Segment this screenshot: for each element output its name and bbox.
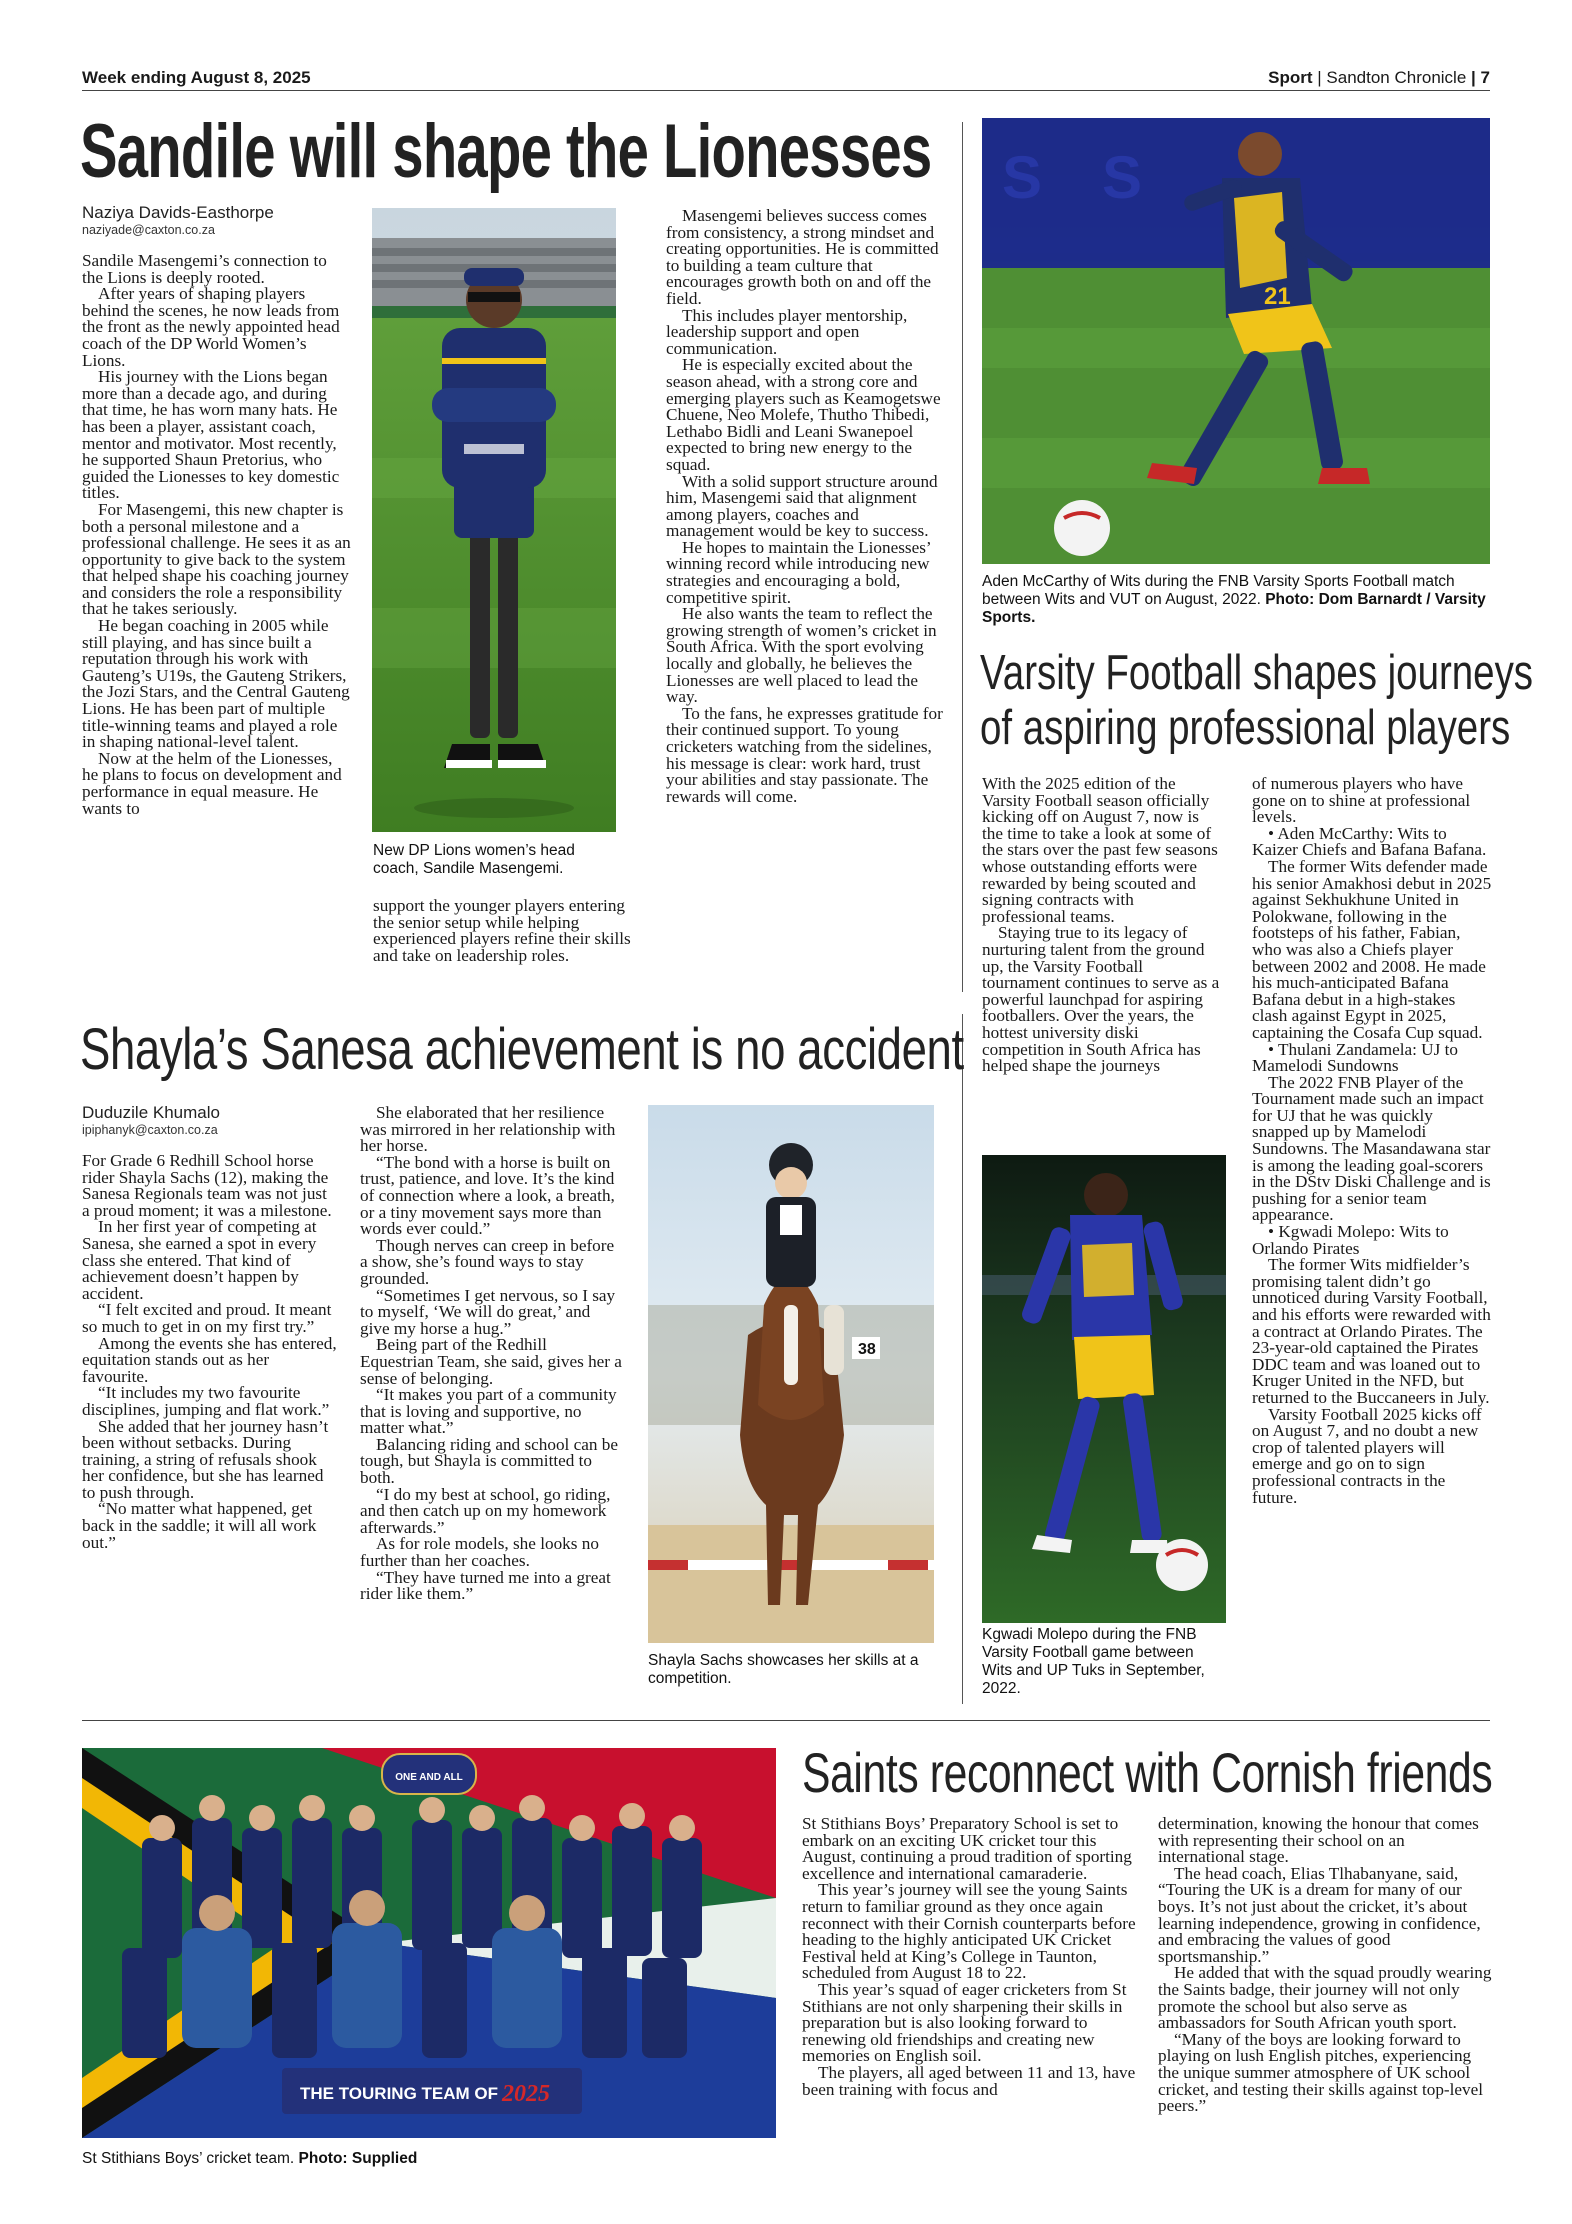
- paragraph: As for role models, she looks no further than her coaches.: [360, 1534, 599, 1571]
- paragraph: support the younger players entering the senior setup while helping experienced players refine their skills and take on leadership roles.: [373, 896, 631, 965]
- shirt-number: 21: [1264, 283, 1291, 310]
- kgwadi-photo: [982, 1155, 1226, 1623]
- running-header-right: [1268, 68, 1490, 88]
- byline-author: Duduzile Khumalo: [82, 1103, 220, 1122]
- headline-sandile: Sandile will shape the Lionesses: [80, 109, 932, 194]
- article2-col2: [360, 1105, 622, 1603]
- paragraph: This includes player mentorship, leadership support and open communication.: [666, 305, 908, 358]
- column-rule: [962, 1014, 963, 1704]
- headline-saints: Saints reconnect with Cornish friends: [802, 1741, 1493, 1804]
- byline-email: ipiphanyk@caxton.co.za: [82, 1123, 218, 1137]
- headline-shayla: Shayla’s Sanesa achievement is no accident: [80, 1017, 964, 1082]
- paragraph: After years of shaping players behind the scenes, he now leads from the front as the newly appointed head coach of the DP World Women’s Lions.: [82, 284, 340, 370]
- paragraph: With the 2025 edition of the Varsity Football season officially kicking off on August 7, now is the time to take a look at some of the stars over the past few seasons whose outstanding efforts were rewarded by being scouted and signing contracts with professional teams.: [982, 774, 1218, 926]
- coach-photo: [372, 208, 616, 832]
- paragraph: To the fans, he expresses gratitude for their continued support. To young cricketers watching from the sidelines, his message is clear: work hard, trust your abilities and stay passionate. The rewards will come.: [666, 703, 943, 806]
- coach-photo-caption: New DP Lions women’s head coach, Sandile Masengemi.: [373, 842, 575, 877]
- paragraph: Staying true to its legacy of nurturing talent from the ground up, the Varsity Football tournament continues to serve as a powerful launchpad for aspiring footballers. Over the years, the hottest university diski competition in South Africa has helped shape the journeys: [982, 923, 1220, 1076]
- paragraph: The head coach, Elias Tlhabanyane, said, “Touring the UK is a dream for many of our boys. It’s not just about the cricket, it’s about learning independence, growing in confidence, and embracing the values of good sportsmanship.”: [1158, 1863, 1481, 1966]
- paragraph: • Aden McCarthy: Wits to Kaizer Chiefs and Bafana Bafana.: [1252, 823, 1487, 860]
- horse-photo-caption: Shayla Sachs showcases her skills at a competition.: [648, 1652, 919, 1687]
- paragraph: For Masengemi, this new chapter is both a personal milestone and a professional challenge. He sees it as an opportunity to give back to the system that helped shape his coaching journey and considers the role a responsibility that he takes seriously.: [82, 499, 351, 619]
- separator: |: [1471, 68, 1476, 87]
- paragraph: He is especially excited about the season ahead, with a strong core and emerging players such as Keamogetswe Chuene, Neo Molefe, Thutho Thibedi, Lethabo Bidli and Leani Swanepoel expected to bring new energy to the squad.: [666, 355, 941, 474]
- separator: |: [1317, 68, 1322, 87]
- paragraph: This year’s squad of eager cricketers from St Stithians are not only sharpening their skills in preparation but is also looking forward to renewing old friendships and creating new memories on English soil.: [802, 1979, 1127, 2066]
- paragraph: Among the events she has entered, equitation stands out as her favourite.: [82, 1333, 337, 1386]
- caption-text: St Stithians Boys’ cricket team.: [82, 2150, 295, 2167]
- paragraph: “They have turned me into a great rider like them.”: [360, 1567, 611, 1604]
- running-header-left: Week ending August 8, 2025: [82, 68, 311, 87]
- paragraph: St Stithians Boys’ Preparatory School is set to embark on an exciting UK cricket tour this August, continuing a proud tradition of sporting excellence and international camaraderie.: [802, 1814, 1132, 1883]
- paragraph: The former Wits defender made his senior Amakhosi debut in 2025 against Sekhukhune United in Polokwane, following in the footsteps of his father, Fabian, who was also a Chiefs player between 2002 and 2008. He made his much-anticipated Bafana Bafana debut in a high-stakes clash against Egypt in 2025, captaining the Cosafa Cup squad.: [1252, 856, 1492, 1042]
- banner-year: 2025: [502, 2081, 550, 2107]
- paragraph: Balancing riding and school can be tough, but Shayla is committed to both.: [360, 1434, 618, 1488]
- paragraph: The players, all aged between 11 and 13, have been training with focus and: [802, 2062, 1136, 2099]
- paragraph: The former Wits midfielder’s promising talent didn’t go unnoticed during Varsity Football, and his efforts were rewarded with a contract at Orlando Pirates. The 23-year-old captained the Pirates DDC team and was loaned out to Kruger United in the NFD, but returned to the Buccaneers in July.: [1252, 1255, 1491, 1407]
- paragraph: He began coaching in 2005 while still playing, and has since built a reputation through his work with Gauteng’s U19s, the Gauteng Strikers, the Jozi Stars, and the Central Gauteng Lions. He has been part of multiple title-winning teams and played a role in shaping national-level talent.: [82, 616, 350, 752]
- paragraph: Sandile Masengemi’s connection to the Lions is deeply rooted.: [82, 251, 327, 287]
- paragraph: “Many of the boys are looking forward to playing on lush English pitches, experiencing the unique summer atmosphere of UK school cricket, and testing their skills against top-level peers.”: [1158, 2029, 1484, 2116]
- paragraph: Masengemi believes success comes from consistency, a strong mindset and creating opportunities. He is committed to building a team culture that encourages growth both on and off the field.: [666, 206, 939, 308]
- banner-text: THE TOURING TEAM OF: [300, 2084, 499, 2103]
- article2-col1: [82, 1103, 338, 1551]
- paragraph: He added that with the squad proudly wearing the Saints badge, their journey will not only promote the school but also serve as ambassadors for South African youth sport.: [1158, 1963, 1492, 2033]
- paragraph: “No matter what happened, get back in the saddle; it will all work out.”: [82, 1499, 317, 1552]
- photo-credit: Photo: Dom Barnardt / Varsity Sports.: [982, 591, 1486, 626]
- paragraph: For Grade 6 Redhill School horse rider Shayla Sachs (12), making the Sanesa Regionals team was not just a proud moment; it was a milestone.: [82, 1151, 332, 1220]
- article3-col1: [982, 776, 1222, 1075]
- paragraph: He hopes to maintain the Lionesses’ winning record while introducing new strategies and encouraging a bold, competitive spirit.: [666, 537, 931, 607]
- article3-col2: [1252, 776, 1492, 1506]
- column-rule: [962, 122, 963, 992]
- byline-author: Naziya Davids-Easthorpe: [82, 203, 274, 222]
- paragraph: In her first year of competing at Sanesa, she earned a spot in every class she entered. That kind of achievement doesn’t happen by accident.: [82, 1217, 317, 1303]
- section-rule: [82, 1720, 1490, 1721]
- paragraph: Though nerves can creep in before a show, she’s found ways to stay grounded.: [360, 1235, 615, 1288]
- article1-col2-bottom: [373, 898, 641, 964]
- paper-name: Sandton Chronicle: [1326, 68, 1467, 87]
- paragraph: His journey with the Lions began more than a decade ago, and during that time, he has worn many hats. He has been a player, assistant coach, mentor and motivator. Most recently, he supported Shaun Pretorius, who guided the Lionesses to key domestic titles.: [82, 367, 340, 503]
- paragraph: This year’s journey will see the young Saints return to familiar ground as they once again reconnect with their Cornish counterparts before heading to the highly anticipated UK Cricket Festival held at King’s College in Taunton, scheduled from August 18 to 22.: [802, 1880, 1136, 1983]
- page-number: 7: [1480, 68, 1490, 87]
- paragraph: • Thulani Zandamela: UJ to Mamelodi Sundowns: [1252, 1039, 1458, 1076]
- paragraph: of numerous players who have gone on to shine at professional levels.: [1252, 774, 1471, 827]
- aden-photo-caption: [982, 573, 1486, 627]
- paragraph: “I do my best at school, go riding, and then catch up on my homework afterwards.”: [360, 1484, 611, 1537]
- aden-photo: [982, 118, 1490, 564]
- byline-email: naziyade@caxton.co.za: [82, 223, 215, 237]
- header-rule: [82, 90, 1490, 91]
- paragraph: Now at the helm of the Lionesses, he plans to focus on development and performance in equal measure. He wants to: [82, 748, 342, 818]
- photo-credit: Photo: Supplied: [298, 2150, 418, 2167]
- caption-text: Aden McCarthy of Wits during the FNB Varsity Sports Football match between Wits and VUT on August, 2022.: [982, 573, 1455, 608]
- team-photo-caption: [82, 2150, 682, 2168]
- paragraph: “Sometimes I get nervous, so I say to myself, ‘We will do great,’ and give my horse a hug.”: [360, 1285, 616, 1338]
- kgwadi-photo-caption: Kgwadi Molepo during the FNB Varsity Football game between Wits and UP Tuks in September, 2022.: [982, 1626, 1205, 1697]
- headline-varsity: [980, 646, 1533, 756]
- paragraph: • Kgwadi Molepo: Wits to Orlando Pirates: [1252, 1222, 1449, 1258]
- paragraph: “The bond with a horse is built on trust, patience, and love. It’s the kind of connection where a look, a breath, or a tiny movement says more than words ever could.”: [360, 1152, 615, 1239]
- article4-col2: [1158, 1816, 1492, 2115]
- svg-text:S: S: [1102, 144, 1143, 211]
- paragraph: He also wants the team to reflect the growing strength of women’s cricket in South Africa. With the sport evolving locally and globally, he believes the Lionesses are well placed to lead the way.: [666, 604, 937, 707]
- horse-photo: [648, 1105, 934, 1643]
- headline-line: of aspiring professional players: [980, 701, 1511, 755]
- horse-number: 38: [858, 1341, 876, 1358]
- headline-line: Varsity Football shapes journeys: [980, 646, 1534, 700]
- article4-col1: [802, 1816, 1136, 2098]
- paragraph: Varsity Football 2025 kicks off on August 7, and no doubt a new crop of talented players will emerge and go on to sign professional contracts in the future.: [1252, 1404, 1482, 1507]
- paragraph: She elaborated that her resilience was mirrored in her relationship with her horse.: [360, 1103, 616, 1156]
- team-photo: [82, 1748, 776, 2138]
- svg-text:S: S: [1002, 144, 1043, 211]
- paragraph: With a solid support structure around him, Masengemi said that alignment among players, coaches and management would be key to success.: [666, 471, 938, 541]
- paragraph: The 2022 FNB Player of the Tournament made such an impact for UJ that he was quickly snapped up by Mamelodi Sundowns. The Masandawana star is among the leading goal-scorers in the DStv Diski Challenge and is pushing for a senior team appearance.: [1252, 1072, 1491, 1225]
- paragraph: Being part of the Redhill Equestrian Team, she said, gives her a sense of belonging.: [360, 1335, 622, 1388]
- paragraph: “I felt excited and proud. It meant so much to get in on my first try.”: [82, 1300, 332, 1336]
- paragraph: “It includes my two favourite disciplines, jumping and flat work.”: [82, 1383, 330, 1419]
- paragraph: determination, knowing the honour that comes with representing their school on an international stage.: [1158, 1814, 1479, 1867]
- crest-text: ONE AND ALL: [395, 1772, 463, 1783]
- article1-col1: [82, 203, 352, 817]
- paragraph: “It makes you part of a community that is loving and supportive, no matter what.”: [360, 1385, 617, 1438]
- paragraph: She added that her journey hasn’t been without setbacks. During training, a string of refusals shook her confidence, but she has learned to push through.: [82, 1416, 329, 1502]
- section-name: Sport: [1268, 68, 1313, 87]
- article1-col3: [666, 208, 944, 805]
